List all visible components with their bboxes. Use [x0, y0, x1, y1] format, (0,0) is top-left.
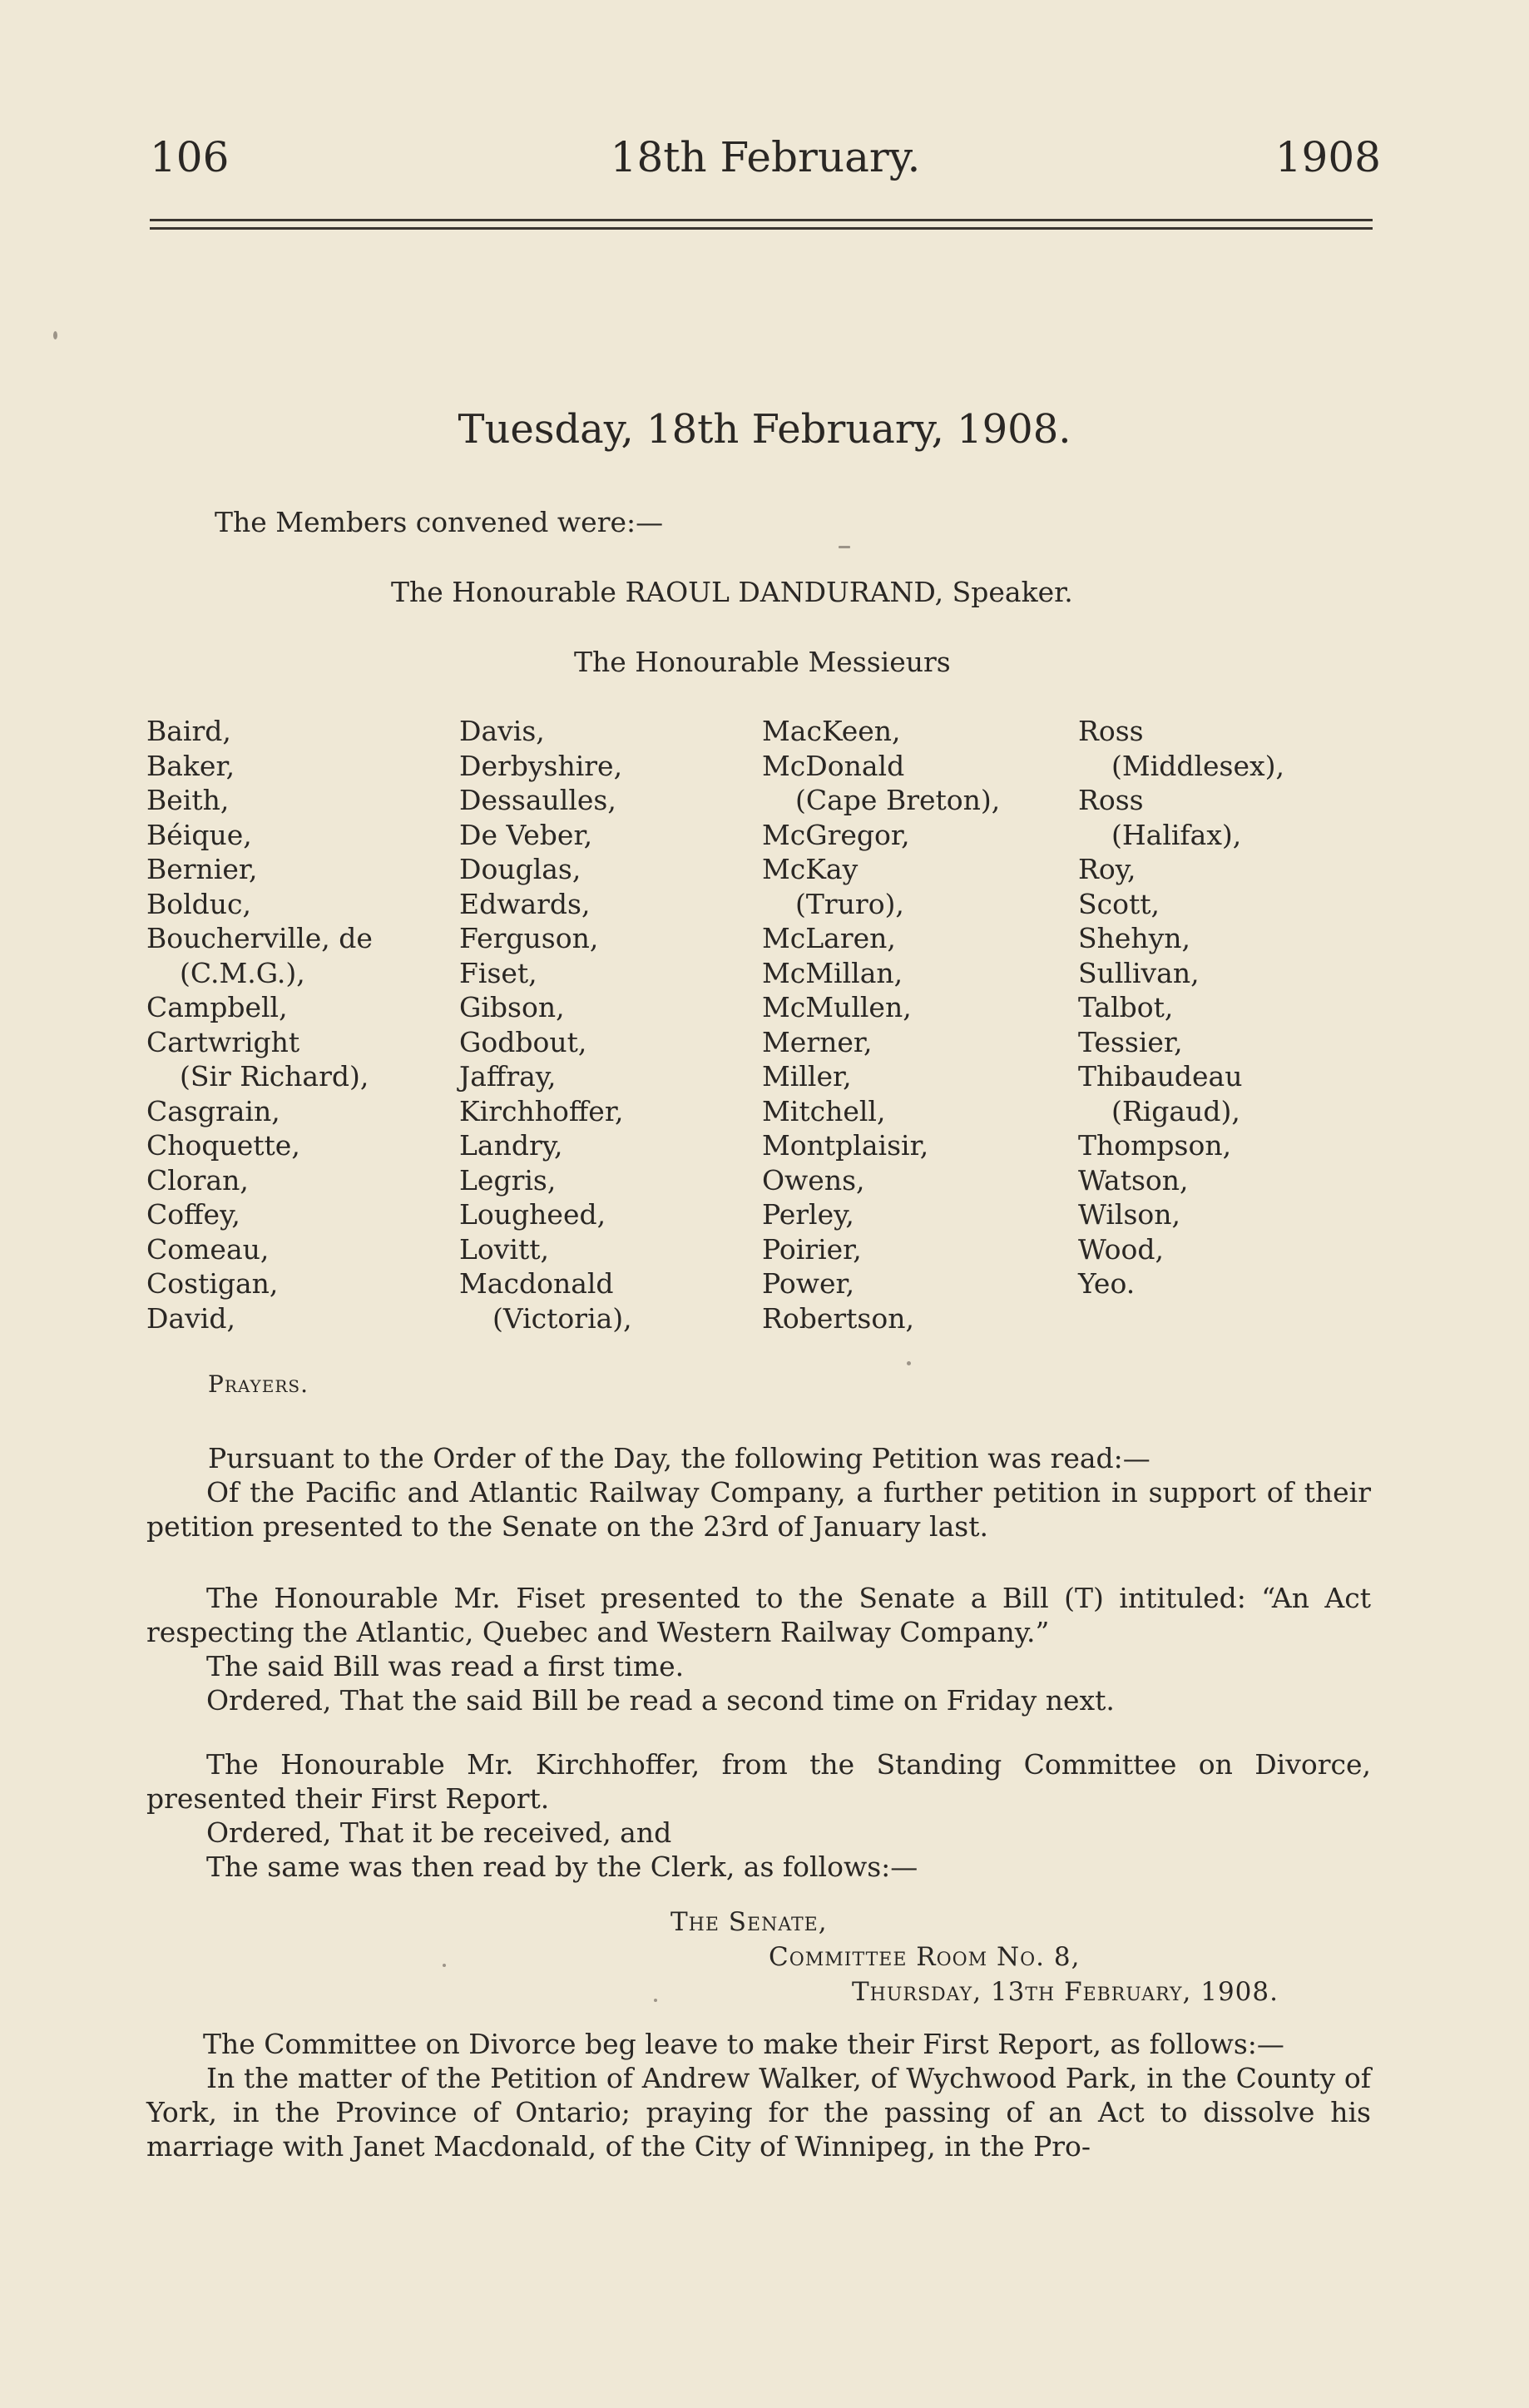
member-name: Bernier,	[146, 853, 258, 885]
paper-speck	[839, 546, 850, 548]
bill-first-reading: The said Bill was read a first time.	[206, 1650, 685, 1682]
member-name: McKay	[762, 853, 859, 885]
member-name: Wilson,	[1078, 1198, 1180, 1231]
member-name: Béique,	[146, 818, 252, 851]
member-name: Dessaulles,	[459, 784, 616, 816]
member-name: (Halifax),	[1111, 818, 1242, 851]
member-name: Wood,	[1078, 1232, 1165, 1266]
member-name: Bolduc,	[146, 887, 252, 920]
petition-paragraph	[146, 1441, 1371, 1543]
member-name: Talbot,	[1078, 991, 1174, 1023]
member-name: Scott,	[1078, 887, 1160, 920]
divorce-paragraph	[146, 1747, 1371, 1884]
member-name: Jaffray,	[459, 1060, 557, 1093]
member-name: Macdonald	[459, 1267, 614, 1300]
member-name: Comeau,	[146, 1232, 270, 1266]
bill-order: Ordered, That the said Bill be read a second time on Friday next.	[206, 1684, 1115, 1717]
member-name: Campbell,	[146, 991, 288, 1023]
member-name: Cartwright	[146, 1025, 300, 1058]
member-name: Ross	[1078, 784, 1144, 816]
member-name: Beith,	[146, 784, 230, 816]
member-name: Lovitt,	[459, 1232, 549, 1266]
paper-speck	[654, 1999, 657, 2002]
paper-speck	[53, 331, 57, 339]
bill-paragraph	[146, 1581, 1371, 1717]
header-rule-top	[150, 219, 1373, 221]
running-head-year: 1908	[1274, 133, 1381, 181]
paper-speck	[907, 1361, 911, 1365]
member-name: McGregor,	[762, 818, 910, 851]
member-name: Lougheed,	[459, 1198, 606, 1231]
member-name: Poirier,	[762, 1232, 862, 1266]
member-name: Landry,	[459, 1129, 563, 1162]
member-name: Watson,	[1078, 1163, 1189, 1197]
member-name: Robertson,	[762, 1301, 914, 1335]
member-name: (Truro),	[795, 887, 904, 920]
member-name: Edwards,	[459, 887, 591, 920]
speaker-line: The Honourable RAOUL DANDURAND, Speaker.	[391, 576, 1073, 608]
member-name: Perley,	[762, 1198, 854, 1231]
page-number: 106	[150, 133, 230, 181]
member-name: Thompson,	[1078, 1129, 1232, 1162]
member-name: Costigan,	[146, 1267, 279, 1300]
member-name: (Cape Breton),	[795, 784, 1001, 816]
header-rule-bottom	[150, 227, 1373, 230]
member-name: Casgrain,	[146, 1094, 280, 1127]
member-name: Baird,	[146, 715, 231, 747]
member-name: Merner,	[762, 1025, 873, 1058]
report-petition-text: In the matter of the Petition of Andrew Walker, of Wychwood Park, in the County of York, in the Province of Ontario; praying for the passing of an Act to dissolve his marriage with Janet Macdonald, of the City of Winnipeg, in the Pro-	[146, 2062, 1371, 2163]
prayers-heading: Prayers.	[208, 1370, 309, 1398]
member-name: Owens,	[762, 1163, 865, 1197]
member-name: (Sir Richard),	[180, 1060, 369, 1093]
members-list	[146, 714, 1394, 1346]
report-heading-room: Committee Room No. 8,	[769, 1942, 1081, 1972]
members-column-2	[459, 714, 792, 1335]
members-column-3	[762, 714, 1095, 1335]
divorce-report-presented: The Honourable Mr. Kirchhoffer, from the Standing Committee on Divorce, presented their First Report.	[146, 1748, 1371, 1815]
messieurs-heading: The Honourable Messieurs	[574, 646, 951, 678]
member-name: Mitchell,	[762, 1094, 886, 1127]
member-name: McMullen,	[762, 991, 912, 1023]
member-name: MacKeen,	[762, 715, 901, 747]
member-name: Tessier,	[1078, 1025, 1183, 1058]
running-head-date: 18th February.	[610, 133, 921, 181]
member-name: (C.M.G.),	[180, 956, 305, 989]
members-column-1	[146, 714, 479, 1335]
running-head	[150, 133, 1381, 183]
member-name: McLaren,	[762, 922, 896, 954]
member-name: McMillan,	[762, 956, 903, 989]
member-name: David,	[146, 1301, 235, 1335]
report-heading-senate: The Senate,	[670, 1907, 828, 1937]
member-name: Ross	[1078, 715, 1144, 747]
report-body	[146, 2027, 1371, 2163]
member-name: McDonald	[762, 749, 905, 782]
member-name: Davis,	[459, 715, 545, 747]
member-name: Power,	[762, 1267, 855, 1300]
member-name: Ferguson,	[459, 922, 599, 954]
members-column-4	[1078, 714, 1411, 1301]
member-name: Shehyn,	[1078, 922, 1191, 954]
member-name: Sullivan,	[1078, 956, 1200, 989]
members-convened-line: The Members convened were:—	[215, 506, 664, 538]
divorce-order: Ordered, That it be received, and	[206, 1816, 672, 1849]
report-intro: The Committee on Divorce beg leave to make their First Report, as follows:—	[203, 2028, 1284, 2060]
member-name: Legris,	[459, 1163, 557, 1197]
member-name: Boucherville, de	[146, 922, 373, 954]
member-name: Cloran,	[146, 1163, 249, 1197]
member-name: (Rigaud),	[1111, 1094, 1240, 1127]
paper-speck	[443, 1964, 446, 1967]
member-name: Thibaudeau	[1078, 1060, 1243, 1093]
petition-intro: Pursuant to the Order of the Day, the following Petition was read:—	[208, 1442, 1150, 1474]
member-name: Roy,	[1078, 853, 1136, 885]
member-name: Baker,	[146, 749, 235, 782]
member-name: Yeo.	[1078, 1267, 1136, 1300]
bill-presented: The Honourable Mr. Fiset presented to the Senate a Bill (T) intituled: “An Act respecting the Atlantic, Quebec and Western Railway Company.”	[146, 1582, 1371, 1648]
member-name: Coffey,	[146, 1198, 240, 1231]
sitting-title: Tuesday, 18th February, 1908.	[458, 406, 1071, 453]
divorce-read: The same was then read by the Clerk, as follows:—	[206, 1851, 918, 1883]
member-name: Gibson,	[459, 991, 565, 1023]
member-name: De Veber,	[459, 818, 593, 851]
member-name: Douglas,	[459, 853, 581, 885]
member-name: Montplaisir,	[762, 1129, 929, 1162]
petition-text: Of the Pacific and Atlantic Railway Company, a further petition in support of their petition presented to the Senate on the 23rd of January last.	[146, 1476, 1371, 1543]
member-name: Choquette,	[146, 1129, 300, 1162]
member-name: Miller,	[762, 1060, 852, 1093]
member-name: (Middlesex),	[1111, 749, 1284, 782]
member-name: Derbyshire,	[459, 749, 623, 782]
member-name: Kirchhoffer,	[459, 1094, 624, 1127]
member-name: Godbout,	[459, 1025, 587, 1058]
member-name: (Victoria),	[492, 1301, 632, 1335]
report-heading-date: Thursday, 13th February, 1908.	[852, 1977, 1279, 2007]
member-name: Fiset,	[459, 956, 537, 989]
